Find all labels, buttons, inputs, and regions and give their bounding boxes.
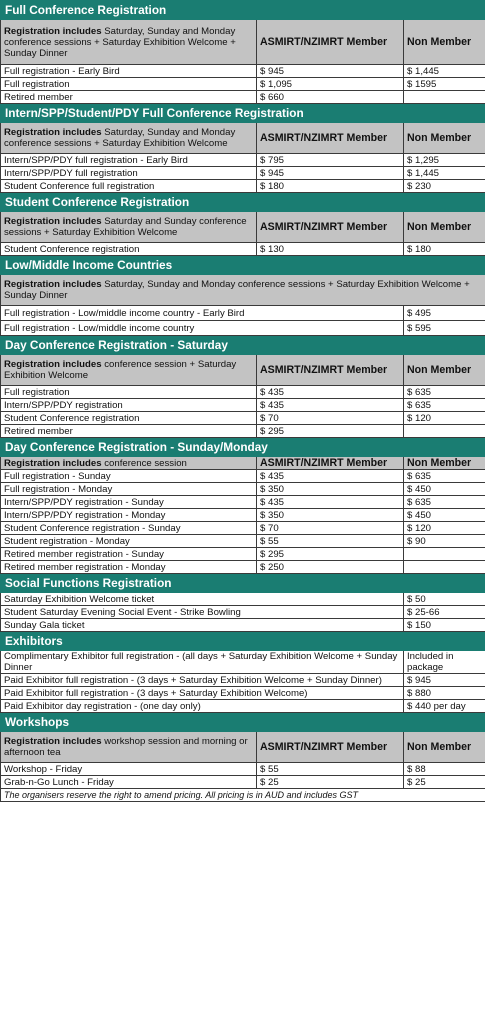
row-label: Retired member registration - Sunday (1, 548, 257, 561)
section-title: Full Conference Registration (1, 1, 485, 20)
row-label: Workshop - Friday (1, 763, 257, 776)
table-row (1, 167, 485, 180)
col-non-member: Non Member (404, 732, 485, 763)
includes-text (1, 20, 257, 65)
member-price: $ 435 (257, 496, 404, 509)
includes-text (1, 732, 257, 763)
table-row (1, 700, 485, 713)
member-price: $ 250 (257, 561, 404, 574)
includes-text (1, 212, 257, 243)
row-label: Paid Exhibitor full registration - (3 days + Saturday Exhibition Welcome) (1, 687, 404, 700)
table-row (1, 321, 485, 336)
col-member: ASMIRT/NZIMRT Member (257, 20, 404, 65)
table-row (1, 180, 485, 193)
non-member-price: $ 450 (404, 483, 485, 496)
member-price: $ 70 (257, 522, 404, 535)
row-label: Student Conference registration (1, 412, 257, 425)
includes-detail: workshop session and morning or afternoon tea (4, 736, 248, 758)
non-member-price: $ 120 (404, 522, 485, 535)
table-row (1, 776, 485, 789)
table-row (1, 412, 485, 425)
table-row (1, 78, 485, 91)
includes-lead: Registration includes (4, 457, 102, 469)
member-price: $ 70 (257, 412, 404, 425)
price: $ 595 (404, 321, 485, 336)
includes-row (1, 732, 485, 763)
non-member-price (404, 425, 485, 438)
table-row (1, 687, 485, 700)
table-row (1, 470, 485, 483)
includes-row (1, 20, 485, 65)
non-member-price: $ 635 (404, 386, 485, 399)
row-label: Student Conference registration (1, 243, 257, 256)
non-member-price: $ 1,445 (404, 167, 485, 180)
row-label: Full registration - Early Bird (1, 65, 257, 78)
non-member-price (404, 91, 485, 104)
section-header-social (1, 574, 485, 593)
section-title: Social Functions Registration (1, 574, 485, 593)
row-label: Intern/SPP/PDY full registration - Early Bird (1, 154, 257, 167)
non-member-price (404, 548, 485, 561)
non-member-price: $ 635 (404, 470, 485, 483)
section-header-student (1, 193, 485, 212)
section-header-day-sunday-monday (1, 438, 485, 457)
non-member-price: $ 1,295 (404, 154, 485, 167)
table-row (1, 593, 485, 606)
includes-row (1, 212, 485, 243)
includes-row (1, 123, 485, 154)
section-title: Low/Middle Income Countries (1, 256, 485, 275)
non-member-price: $ 180 (404, 243, 485, 256)
table-row (1, 496, 485, 509)
col-member: ASMIRT/NZIMRT Member (257, 732, 404, 763)
table-row (1, 483, 485, 496)
row-label: Student Conference full registration (1, 180, 257, 193)
price: $ 945 (404, 674, 485, 687)
member-price: $ 180 (257, 180, 404, 193)
price: Included in package (404, 651, 485, 674)
member-price: $ 435 (257, 386, 404, 399)
row-label: Full registration - Low/middle income country - Early Bird (1, 306, 404, 321)
row-label: Retired member registration - Monday (1, 561, 257, 574)
row-label: Grab-n-Go Lunch - Friday (1, 776, 257, 789)
includes-text (1, 355, 257, 386)
price: $ 25-66 (404, 606, 485, 619)
section-header-workshops (1, 713, 485, 732)
member-price: $ 55 (257, 535, 404, 548)
col-non-member: Non Member (404, 355, 485, 386)
includes-lead: Registration includes (4, 25, 102, 37)
table-row (1, 674, 485, 687)
table-row (1, 154, 485, 167)
includes-detail: conference session (104, 457, 187, 469)
col-non-member: Non Member (404, 212, 485, 243)
price: $ 880 (404, 687, 485, 700)
row-label: Paid Exhibitor day registration - (one day only) (1, 700, 404, 713)
includes-row (1, 275, 485, 306)
section-title: Intern/SPP/Student/PDY Full Conference Registration (1, 104, 485, 123)
row-label: Full registration - Low/middle income country (1, 321, 404, 336)
member-price: $ 660 (257, 91, 404, 104)
row-label: Intern/SPP/PDY registration - Monday (1, 509, 257, 522)
member-price: $ 1,095 (257, 78, 404, 91)
non-member-price: $ 230 (404, 180, 485, 193)
table-row (1, 306, 485, 321)
row-label: Paid Exhibitor full registration - (3 days + Saturday Exhibition Welcome + Sunday Dinner) (1, 674, 404, 687)
member-price: $ 945 (257, 65, 404, 78)
row-label: Student Conference registration - Sunday (1, 522, 257, 535)
row-label: Intern/SPP/PDY full registration (1, 167, 257, 180)
member-price: $ 435 (257, 470, 404, 483)
table-row (1, 425, 485, 438)
includes-row (1, 457, 485, 470)
includes-lead: Registration includes (4, 736, 102, 747)
price: $ 440 per day (404, 700, 485, 713)
row-label: Intern/SPP/PDY registration - Sunday (1, 496, 257, 509)
member-price: $ 130 (257, 243, 404, 256)
col-member: ASMIRT/NZIMRT Member (257, 123, 404, 154)
row-label: Student Saturday Evening Social Event - Strike Bowling (1, 606, 404, 619)
price: $ 50 (404, 593, 485, 606)
price: $ 495 (404, 306, 485, 321)
footnote: The organisers reserve the right to amend pricing. All pricing is in AUD and includes GST (1, 789, 485, 802)
table-row (1, 65, 485, 78)
member-price: $ 945 (257, 167, 404, 180)
section-header-day-saturday (1, 336, 485, 355)
non-member-price: $ 25 (404, 776, 485, 789)
table-row (1, 399, 485, 412)
includes-row (1, 355, 485, 386)
table-row (1, 561, 485, 574)
table-row (1, 606, 485, 619)
member-price: $ 25 (257, 776, 404, 789)
col-member: ASMIRT/NZIMRT Member (257, 212, 404, 243)
row-label: Retired member (1, 91, 257, 104)
col-member: ASMIRT/NZIMRT Member (257, 457, 404, 470)
table-row (1, 509, 485, 522)
row-label: Complimentary Exhibitor full registration - (all days + Saturday Exhibition Welcome + Sunday Dinner (1, 651, 404, 674)
member-price: $ 295 (257, 548, 404, 561)
section-title: Day Conference Registration - Sunday/Monday (1, 438, 485, 457)
section-title: Exhibitors (1, 632, 485, 651)
row-label: Full registration (1, 78, 257, 91)
table-row (1, 619, 485, 632)
table-row (1, 548, 485, 561)
col-non-member: Non Member (404, 20, 485, 65)
member-price: $ 55 (257, 763, 404, 776)
member-price: $ 435 (257, 399, 404, 412)
section-title: Student Conference Registration (1, 193, 485, 212)
row-label: Sunday Gala ticket (1, 619, 404, 632)
section-header-intern (1, 104, 485, 123)
non-member-price: $ 635 (404, 399, 485, 412)
non-member-price: $ 635 (404, 496, 485, 509)
table-row (1, 535, 485, 548)
row-label: Full registration - Monday (1, 483, 257, 496)
includes-lead: Registration includes (4, 127, 102, 138)
member-price: $ 350 (257, 483, 404, 496)
col-non-member: Non Member (404, 123, 485, 154)
row-label: Full registration - Sunday (1, 470, 257, 483)
row-label: Student registration - Monday (1, 535, 257, 548)
section-title: Workshops (1, 713, 485, 732)
includes-text (1, 123, 257, 154)
table-row (1, 386, 485, 399)
includes-detail: Saturday and Sunday conference sessions + Saturday Exhibition Welcome (4, 216, 247, 238)
member-price: $ 350 (257, 509, 404, 522)
includes-lead: Registration includes (4, 279, 102, 290)
col-non-member: Non Member (404, 457, 485, 470)
non-member-price (404, 561, 485, 574)
table-row (1, 522, 485, 535)
includes-text (1, 275, 485, 306)
price: $ 150 (404, 619, 485, 632)
non-member-price: $ 1,445 (404, 65, 485, 78)
row-label: Saturday Exhibition Welcome ticket (1, 593, 404, 606)
includes-lead: Registration includes (4, 359, 102, 370)
section-header-low-middle (1, 256, 485, 275)
table-row (1, 651, 485, 674)
table-row (1, 763, 485, 776)
non-member-price: $ 88 (404, 763, 485, 776)
table-row (1, 243, 485, 256)
section-header-full (1, 1, 485, 20)
includes-detail: Saturday, Sunday and Monday conference sessions + Saturday Exhibition Welcome + Sunday Dinner (4, 279, 470, 301)
includes-text (1, 457, 257, 470)
section-title: Day Conference Registration - Saturday (1, 336, 485, 355)
member-price: $ 795 (257, 154, 404, 167)
includes-detail: Saturday, Sunday and Monday conference sessions + Saturday Exhibition Welcome + Sunday Dinner (4, 25, 236, 59)
includes-detail: conference session + Saturday Exhibition Welcome (4, 359, 237, 381)
non-member-price: $ 90 (404, 535, 485, 548)
includes-lead: Registration includes (4, 216, 102, 227)
col-member: ASMIRT/NZIMRT Member (257, 355, 404, 386)
row-label: Retired member (1, 425, 257, 438)
includes-detail: Saturday, Sunday and Monday conference sessions + Saturday Exhibition Welcome (4, 127, 236, 149)
non-member-price: $ 120 (404, 412, 485, 425)
table-row (1, 91, 485, 104)
section-header-exhibitors (1, 632, 485, 651)
row-label: Full registration (1, 386, 257, 399)
row-label: Intern/SPP/PDY registration (1, 399, 257, 412)
non-member-price: $ 450 (404, 509, 485, 522)
footnote-row (1, 789, 485, 802)
member-price: $ 295 (257, 425, 404, 438)
non-member-price: $ 1595 (404, 78, 485, 91)
